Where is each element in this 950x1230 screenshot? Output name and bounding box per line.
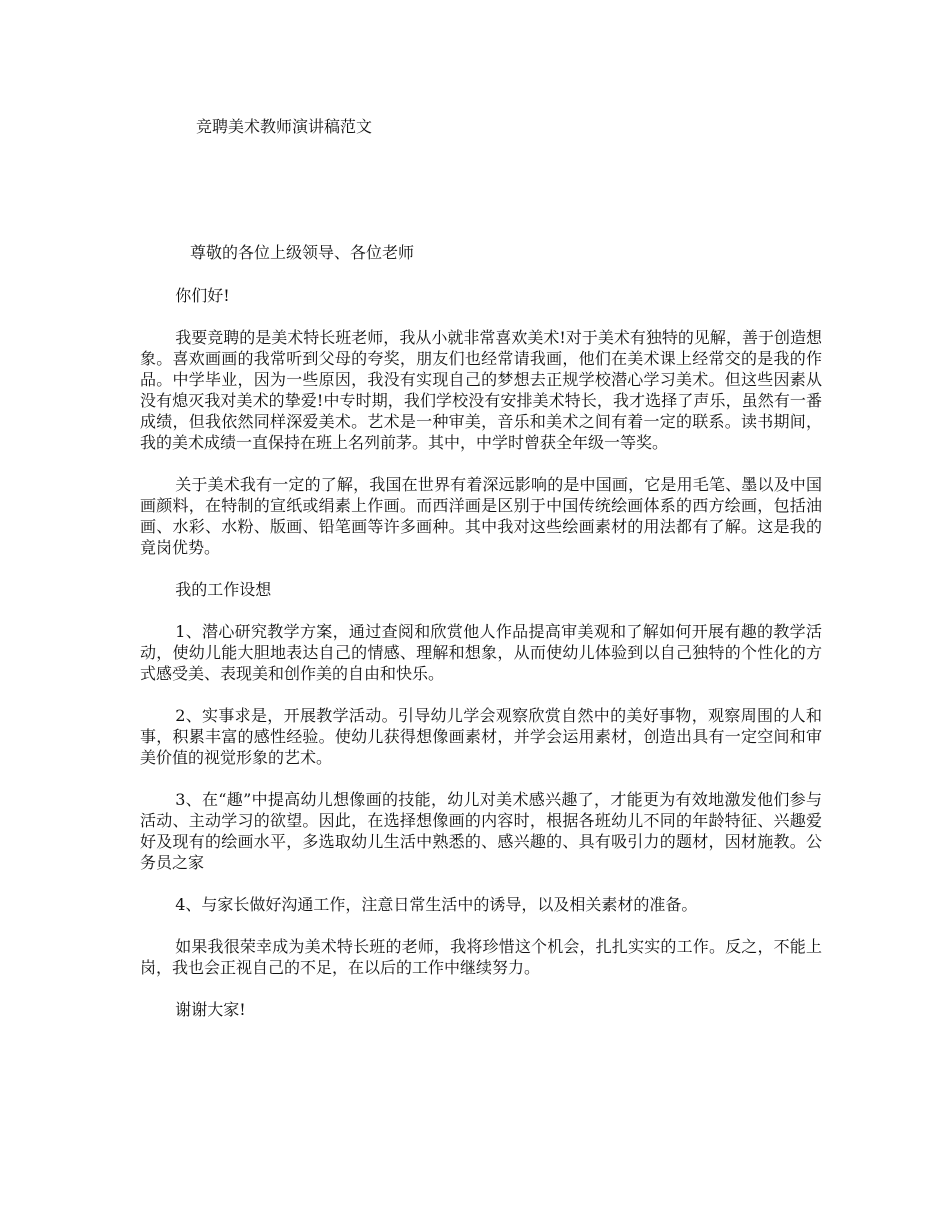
salutation: 尊敬的各位上级领导、各位老师 [190, 243, 415, 262]
paragraph-plan-4: 4、与家长做好沟通工作，注意日常生活中的诱导，以及相关素材的准备。 [175, 895, 698, 914]
paragraph-thanks: 谢谢大家! [175, 1000, 246, 1019]
section-heading-work-plan: 我的工作设想 [175, 580, 272, 599]
paragraph-closing: 如果我很荣幸成为美术特长班的老师，我将珍惜这个机会，扎扎实实的工作。反之，不能上岗，我也会正视自己的不足，在以后的工作中继续努力。 [140, 937, 822, 977]
paragraph-background: 我要竞聘的是美术特长班老师，我从小就非常喜欢美术!对于美术有独特的见解，善于创造想象。喜欢画画的我常听到父母的夸奖，朋友们也经常请我画，他们在美术课上经常交的是我的作品。中学毕业，因为一些原因，我没有实现自己的梦想去正规学校潜心学习美术。但这些因素从没有熄灭我对美术的挚爱!中专时期，我们学校没有安排美术特长，我才选择了声乐，虽然有一番成绩，但我依然同样深爱美术。艺术是一种审美，音乐和美术之间有着一定的联系。读书期间，我的美术成绩一直保持在班上名列前茅。其中，中学时曾获全年级一等奖。 [140, 328, 822, 452]
paragraph-plan-3: 3、在“趣”中提高幼儿想像画的技能，幼儿对美术感兴趣了，才能更为有效地激发他们参与活动、主动学习的欲望。因此，在选择想像画的内容时，根据各班幼儿不同的年龄特征、兴趣爱好及现有的绘画水平，多选取幼儿生活中熟悉的、感兴趣的、具有吸引力的题材，因材施教。公务员之家 [140, 790, 822, 872]
document-body [140, 285, 822, 1041]
paragraph-art-knowledge: 关于美术我有一定的了解，我国在世界有着深远影响的是中国画，它是用毛笔、墨以及中国画颜料，在特制的宣纸或绢素上作画。而西洋画是区别于中国传统绘画体系的西方绘画，包括油画、水彩、水粉、版画、铅笔画等许多画种。其中我对这些绘画素材的用法都有了解。这是我的竟岗优势。 [140, 475, 822, 557]
paragraph-plan-2: 2、实事求是，开展教学活动。引导幼儿学会观察欣赏自然中的美好事物，观察周围的人和事，积累丰富的感性经验。使幼儿获得想像画素材，并学会运用素材，创造出具有一定空间和审美价值的视觉形象的艺术。 [140, 706, 822, 767]
paragraph-plan-1: 1、潜心研究教学方案，通过查阅和欣赏他人作品提高审美观和了解如何开展有趣的教学活动，使幼儿能大胆地表达自己的情感、理解和想象，从而使幼儿体验到以自己独特的个性化的方式感受美、表现美和创作美的自由和快乐。 [140, 622, 822, 683]
document-title: 竞聘美术教师演讲稿范文 [196, 117, 373, 136]
paragraph-greeting: 你们好! [175, 286, 230, 305]
